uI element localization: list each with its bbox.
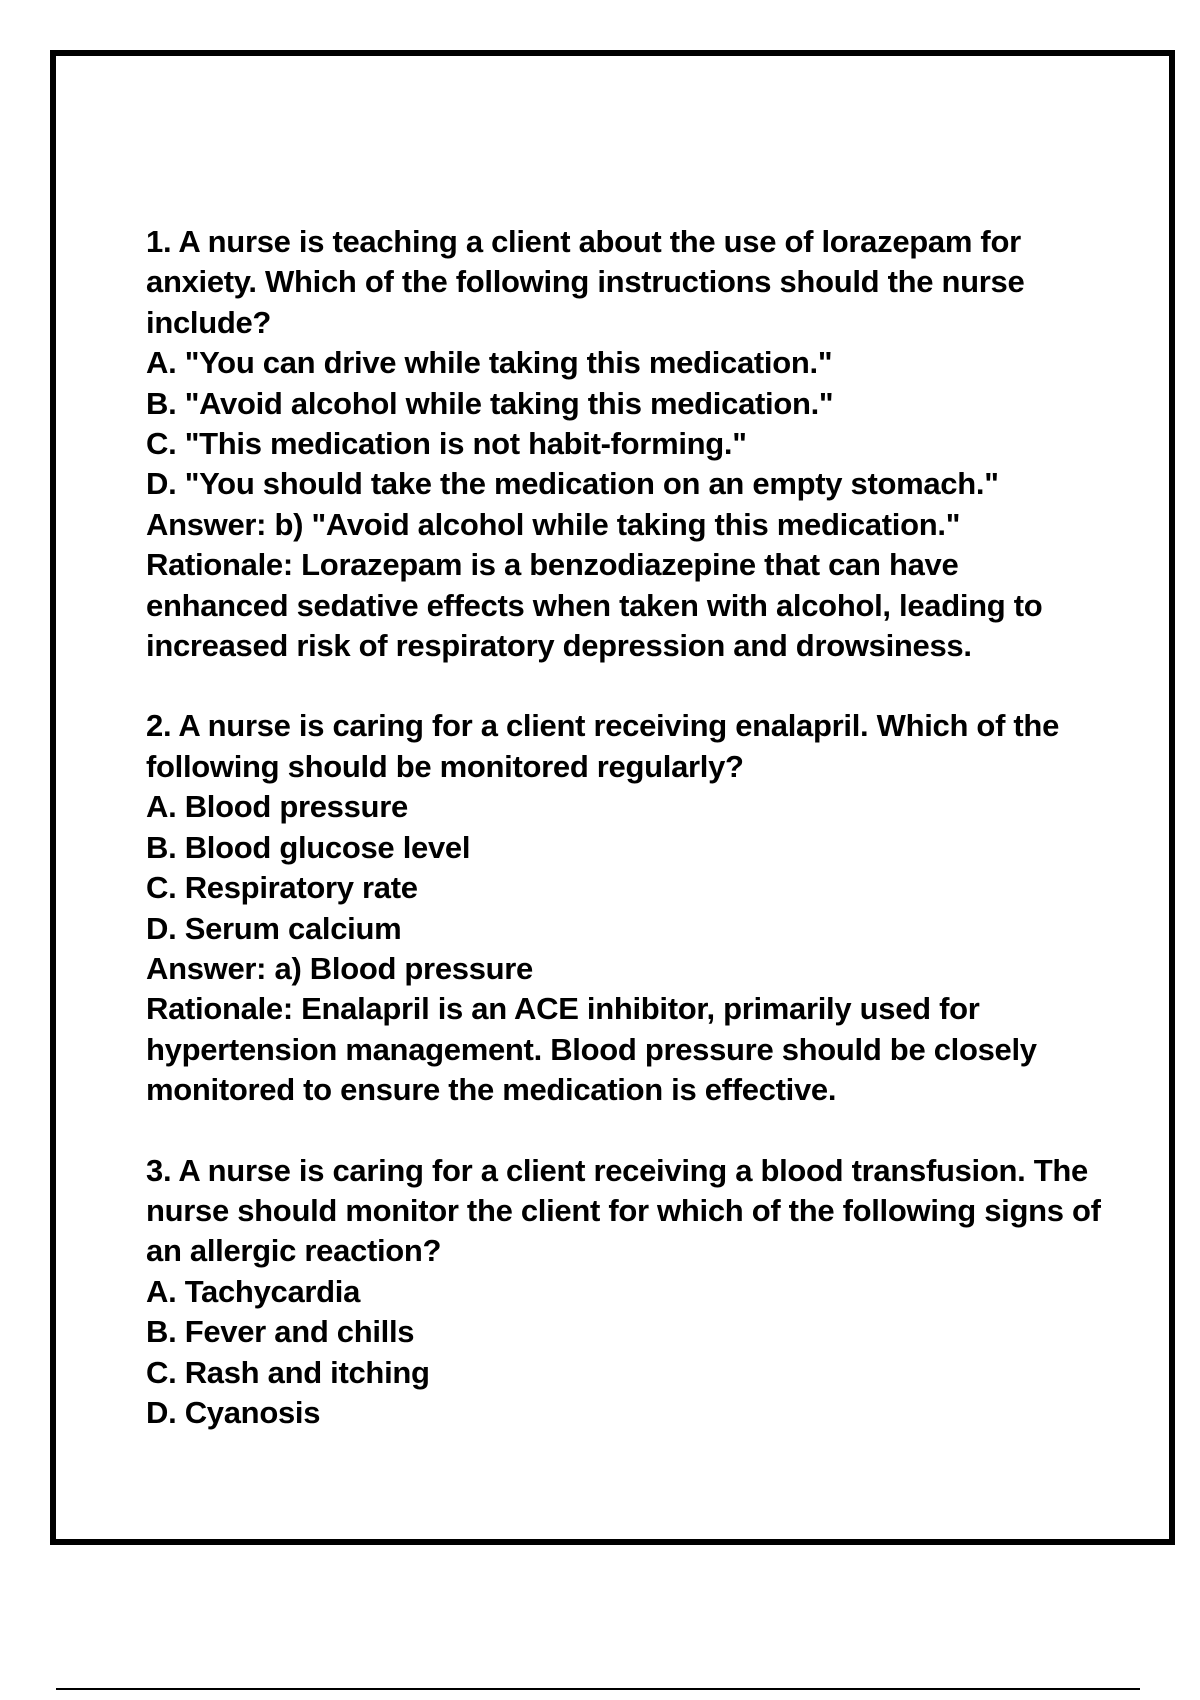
- question-stem: 1. A nurse is teaching a client about the use of lorazepam for anxiety. Which of the following instructions should the nurse include?: [146, 224, 1025, 340]
- question-stem: 3. A nurse is caring for a client receiving a blood transfusion. The nurse should monitor the client for which of the following signs of an allergic reaction?: [146, 1152, 1101, 1269]
- option-a: A. Blood pressure: [146, 789, 408, 825]
- question-list: [146, 222, 1106, 1473]
- rationale-text: Rationale: Lorazepam is a benzodiazepine that can have enhanced sedative effects when taken with alcohol, leading to increased risk of respiratory depression and drowsiness.: [146, 547, 1043, 664]
- bottom-divider: [56, 1688, 1140, 1690]
- question-3: [146, 1151, 1106, 1434]
- question-2: [146, 706, 1106, 1110]
- answer-line: Answer: b) "Avoid alcohol while taking this medication.": [146, 506, 961, 542]
- rationale-text: Rationale: Enalapril is an ACE inhibitor, primarily used for hypertension management. Blood pressure should be closely monitored to ensure the medication is effective.: [146, 991, 1037, 1108]
- option-d: D. Serum calcium: [146, 910, 402, 946]
- question-1: [146, 222, 1106, 666]
- option-a: A. Tachycardia: [146, 1273, 361, 1309]
- answer-line: Answer: a) Blood pressure: [146, 950, 533, 986]
- option-c: C. Rash and itching: [146, 1354, 430, 1390]
- question-stem: 2. A nurse is caring for a client receiving enalapril. Which of the following should be monitored regularly?: [146, 708, 1060, 784]
- option-b: B. Blood glucose level: [146, 829, 471, 865]
- option-b: B. "Avoid alcohol while taking this medication.": [146, 385, 834, 421]
- option-b: B. Fever and chills: [146, 1314, 415, 1350]
- option-d: D. Cyanosis: [146, 1394, 321, 1430]
- option-a: A. "You can drive while taking this medication.": [146, 345, 833, 381]
- option-d: D. "You should take the medication on an empty stomach.": [146, 466, 999, 502]
- option-c: C. "This medication is not habit-forming.": [146, 426, 747, 462]
- option-c: C. Respiratory rate: [146, 870, 418, 906]
